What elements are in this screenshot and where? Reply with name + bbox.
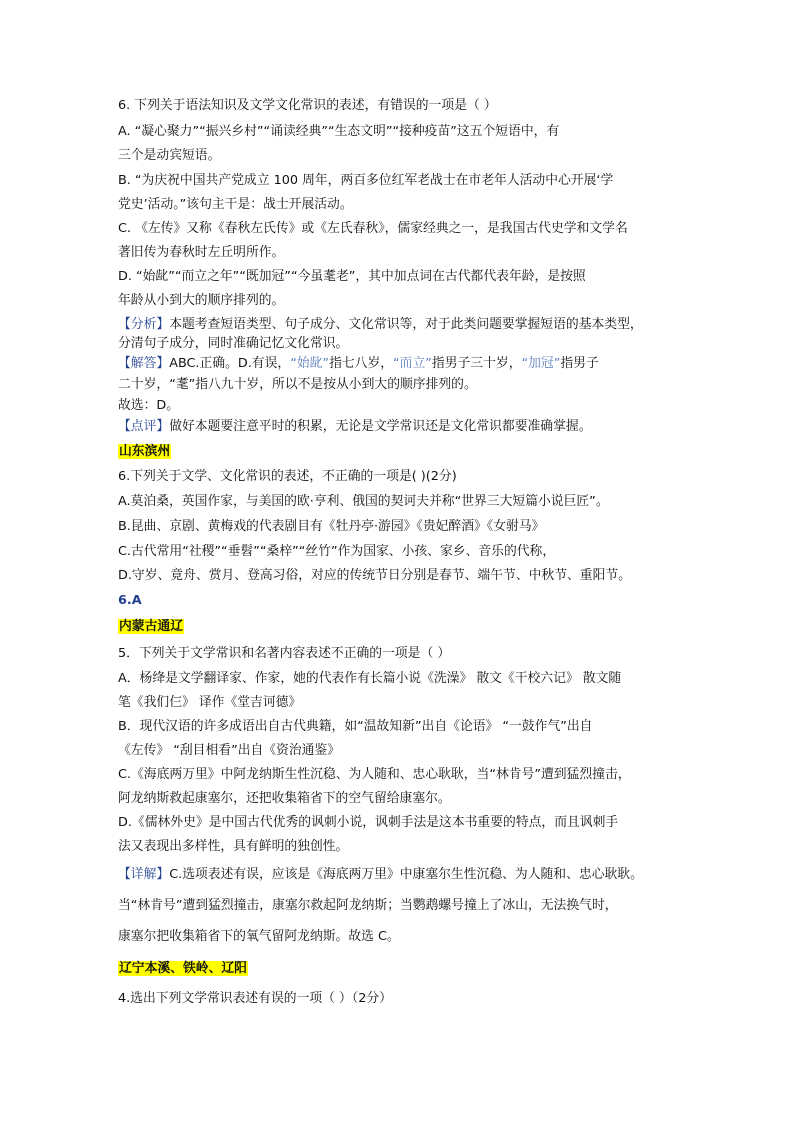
option-c-line: 阿龙纳斯救起康塞尔，还把收集箱省下的空气留给康塞尔。 xyxy=(118,791,451,806)
answer-line xyxy=(118,355,678,373)
option-d-line: 年龄从小到大的顺序排列的。 xyxy=(118,293,285,308)
analysis-label: 【分析】 xyxy=(118,317,170,332)
analysis-text: 本题考查短语类型、句子成分、文化常识等，对于此类问题要掌握短语的基本类型， xyxy=(169,317,643,332)
answer-text: ABC.正确。D.有误， xyxy=(169,356,291,371)
option-d-line: 法又表现出多样性，具有鲜明的独创性。 xyxy=(118,839,349,854)
option-a-line: A．杨绛是文学翻译家、作家，她的代表作有长篇小说《洗澡》 散文《干校六记》 散文随 xyxy=(118,671,622,686)
answer-line: 二十岁，“耄”指八九十岁，所以不是按从小到大的顺序排列的。 xyxy=(118,377,477,392)
analysis-line: 分清句子成分，同时准确记忆文化常识。 xyxy=(118,336,349,351)
question-stem: 4.选出下列文学常识表述有误的一项（ ）（2分） xyxy=(118,991,392,1006)
option-c-line: 著旧传为春秋时左丘明所作。 xyxy=(118,245,285,260)
option-b-line: 《左传》 “刮目相看”出自《资治通鉴》 xyxy=(118,743,341,758)
answer-quoted-term: “而立” xyxy=(393,356,432,371)
answer-text: 指男子三十岁， xyxy=(431,356,522,371)
option-b-line: B. “为庆祝中国共产党成立 100 周年，两百多位红军老战士在市老年人活动中心开展‘学 xyxy=(118,173,614,188)
option-c-line: C. 《左传》又称《春秋左氏传》或《左氏春秋》，儒家经典之一，是我国古代史学和文学名 xyxy=(118,221,628,236)
comment-line xyxy=(118,418,678,436)
question-stem: 5．下列关于文学常识和名著内容表述不正确的一项是（ ） xyxy=(118,646,451,661)
option-b-line: 党史’活动。”该句主干是：战士开展活动。 xyxy=(118,197,353,212)
detail-text: C.选项表述有误，应该是《海底两万里》中康塞尔生性沉稳、为人随和、忠心耿耿。 xyxy=(169,867,643,882)
comment-text: 做好本题要注意平时的积累，无论是文学常识还是文化常识都要准确掌握。 xyxy=(169,419,592,434)
option-d-line: D. “始龀”“而立之年”“既加冠”“今虽耄老”，其中加点词在古代都代表年龄，是按照 xyxy=(118,269,586,284)
question-stem: 6.下列关于文学、文化常识的表述，不正确的一项是( )(2分) xyxy=(118,469,457,484)
analysis-line xyxy=(118,316,678,334)
detail-line: 当“林肯号”遭到猛烈撞击，康塞尔救起阿龙纳斯；当鹦鹉螺号撞上了冰山，无法换气时， xyxy=(118,898,618,913)
option-a-line: A. “凝心聚力”“振兴乡村”“诵读经典”“生态文明”“接种疫苗”这五个短语中，有 xyxy=(118,124,560,139)
region-highlight: 辽宁本溪、铁岭、辽阳 xyxy=(119,961,247,976)
answer-quoted-term: “加冠” xyxy=(521,356,561,371)
answer-label: 【解答】 xyxy=(118,356,170,371)
option-a-line: 笔《我们仨》 译作《堂吉诃德》 xyxy=(118,695,302,710)
option-c-line: C.《海底两万里》中阿龙纳斯生性沉稳、为人随和、忠心耿耿，当“林肯号”遭到猛烈撞击， xyxy=(118,767,631,782)
answer-text: 指七八岁， xyxy=(329,356,394,371)
detail-line: 康塞尔把收集箱省下的氧气留阿龙纳斯。故选 C。 xyxy=(118,929,400,944)
answer-text: 指男子 xyxy=(560,356,599,371)
detail-line xyxy=(118,866,678,884)
option-b-line: B.昆曲、京剧、黄梅戏的代表剧目有《牡丹亭·游园》《贵妃醉酒》《女驸马》 xyxy=(118,519,545,534)
answer-quoted-term: “始龀” xyxy=(290,356,330,371)
option-b-line: B．现代汉语的许多成语出自古代典籍，如“温故知新”出自《论语》 “一鼓作气”出自 xyxy=(118,719,593,734)
option-c-line: C.古代常用“社稷”“垂髫”“桑梓”“丝竹”作为国家、小孩、家乡、音乐的代称， xyxy=(118,544,556,559)
detail-label: 【详解】 xyxy=(118,867,170,882)
region-heading xyxy=(118,960,678,978)
question-stem: 6. 下列关于语法知识及文学文化常识的表述，有错误的一项是（ ） xyxy=(118,98,497,113)
option-a-line: A.莫泊桑，英国作家，与美国的欧·亨利、俄国的契诃夫并称“世界三大短篇小说巨匠”。 xyxy=(118,494,609,509)
choice-line: 故选：D。 xyxy=(118,398,180,413)
region-highlight: 山东滨州 xyxy=(119,444,171,459)
comment-label: 【点评】 xyxy=(118,419,170,434)
option-a-line: 三个是动宾短语。 xyxy=(118,148,221,163)
option-d-line: D.《儒林外史》是中国古代优秀的讽刺小说，讽刺手法是这本书重要的特点，而且讽刺手 xyxy=(118,815,619,830)
answer-line: 6.A xyxy=(118,593,142,608)
region-heading xyxy=(118,443,678,461)
region-heading xyxy=(118,618,678,636)
region-highlight: 内蒙古通辽 xyxy=(119,619,183,634)
option-d-line: D.守岁、竟舟、赏月、登高习俗，对应的传统节日分别是春节、端午节、中秋节、重阳节。 xyxy=(118,568,631,583)
